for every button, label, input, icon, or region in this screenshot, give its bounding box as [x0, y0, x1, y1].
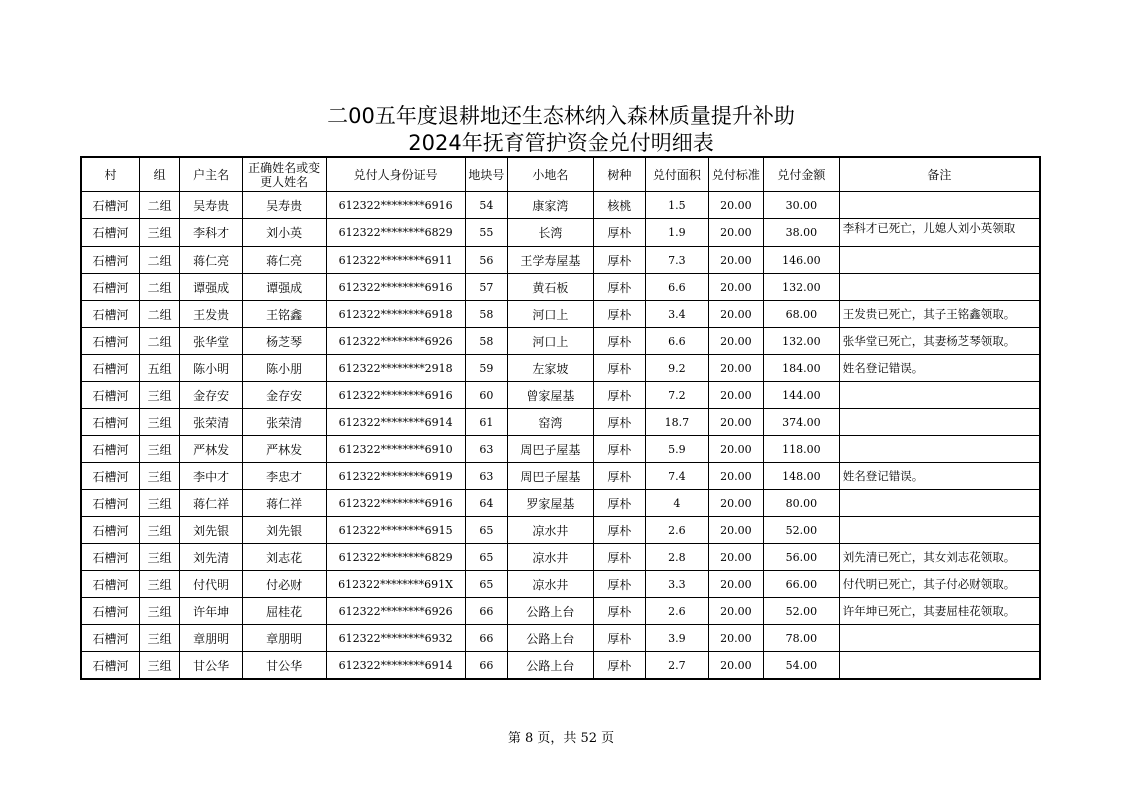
cell-owner: 章朋明: [180, 625, 243, 652]
cell-note: [839, 490, 1040, 517]
cell-owner: 张荣清: [180, 409, 243, 436]
cell-place: 凉水井: [508, 517, 594, 544]
cell-species: 厚朴: [593, 274, 645, 301]
cell-species: 厚朴: [593, 301, 645, 328]
cell-id: 612322********6915: [326, 517, 465, 544]
cell-amount: 132.00: [764, 274, 840, 301]
cell-id: 612322********6926: [326, 598, 465, 625]
cell-correct-name: 陈小朋: [242, 355, 326, 382]
cell-village: 石槽河: [81, 409, 139, 436]
cell-plot: 55: [465, 219, 507, 247]
cell-id: 612322********6916: [326, 382, 465, 409]
col-header-village: 村: [81, 157, 139, 192]
cell-plot: 66: [465, 598, 507, 625]
cell-amount: 52.00: [764, 517, 840, 544]
cell-place: 河口上: [508, 328, 594, 355]
cell-village: 石槽河: [81, 247, 139, 274]
cell-amount: 80.00: [764, 490, 840, 517]
cell-village: 石槽河: [81, 517, 139, 544]
cell-species: 厚朴: [593, 328, 645, 355]
cell-standard: 20.00: [708, 625, 763, 652]
cell-owner: 甘公华: [180, 652, 243, 680]
col-header-note: 备注: [839, 157, 1040, 192]
cell-correct-name: 金存安: [242, 382, 326, 409]
cell-species: 厚朴: [593, 382, 645, 409]
cell-amount: 146.00: [764, 247, 840, 274]
cell-village: 石槽河: [81, 652, 139, 680]
cell-place: 曾家屋基: [508, 382, 594, 409]
cell-correct-name: 蒋仁亮: [242, 247, 326, 274]
cell-note: 李科才已死亡，儿媳人刘小英领取: [839, 219, 1040, 247]
cell-group: 三组: [139, 490, 179, 517]
cell-note: 王发贵已死亡，其子王铭鑫领取。: [839, 301, 1040, 328]
cell-standard: 20.00: [708, 219, 763, 247]
cell-owner: 蒋仁祥: [180, 490, 243, 517]
cell-owner: 吴寿贵: [180, 192, 243, 219]
cell-village: 石槽河: [81, 219, 139, 247]
cell-standard: 20.00: [708, 544, 763, 571]
cell-note: [839, 382, 1040, 409]
cell-id: 612322********6829: [326, 544, 465, 571]
cell-group: 三组: [139, 517, 179, 544]
cell-amount: 148.00: [764, 463, 840, 490]
cell-correct-name: 李忠才: [242, 463, 326, 490]
cell-place: 周巴子屋基: [508, 436, 594, 463]
document-title-line2: 2024年抚育管护资金兑付明细表: [408, 131, 714, 155]
cell-place: 康家湾: [508, 192, 594, 219]
cell-place: 凉水井: [508, 544, 594, 571]
cell-group: 三组: [139, 463, 179, 490]
cell-plot: 61: [465, 409, 507, 436]
cell-owner: 陈小明: [180, 355, 243, 382]
cell-plot: 58: [465, 301, 507, 328]
cell-area: 2.7: [646, 652, 709, 680]
cell-village: 石槽河: [81, 355, 139, 382]
cell-area: 3.4: [646, 301, 709, 328]
table-row: [81, 463, 1040, 490]
cell-id: 612322********2918: [326, 355, 465, 382]
cell-village: 石槽河: [81, 274, 139, 301]
cell-note: [839, 517, 1040, 544]
cell-place: 长湾: [508, 219, 594, 247]
cell-area: 3.9: [646, 625, 709, 652]
cell-area: 1.5: [646, 192, 709, 219]
table-row: [81, 652, 1040, 680]
cell-note: [839, 247, 1040, 274]
cell-village: 石槽河: [81, 463, 139, 490]
cell-species: 厚朴: [593, 355, 645, 382]
cell-species: 厚朴: [593, 219, 645, 247]
cell-correct-name: 王铭鑫: [242, 301, 326, 328]
cell-group: 三组: [139, 382, 179, 409]
cell-amount: 118.00: [764, 436, 840, 463]
cell-group: 二组: [139, 247, 179, 274]
cell-plot: 59: [465, 355, 507, 382]
cell-amount: 38.00: [764, 219, 840, 247]
cell-correct-name: 屈桂花: [242, 598, 326, 625]
cell-species: 厚朴: [593, 490, 645, 517]
cell-note: [839, 409, 1040, 436]
cell-species: 厚朴: [593, 571, 645, 598]
table-row: [81, 571, 1040, 598]
cell-correct-name: 张荣清: [242, 409, 326, 436]
cell-correct-name: 章朋明: [242, 625, 326, 652]
cell-village: 石槽河: [81, 598, 139, 625]
cell-place: 公路上台: [508, 598, 594, 625]
cell-amount: 184.00: [764, 355, 840, 382]
cell-area: 9.2: [646, 355, 709, 382]
cell-correct-name: 严林发: [242, 436, 326, 463]
cell-species: 厚朴: [593, 247, 645, 274]
cell-correct-name: 付必财: [242, 571, 326, 598]
cell-id: 612322********6932: [326, 625, 465, 652]
cell-plot: 65: [465, 544, 507, 571]
col-header-owner: 户主名: [180, 157, 243, 192]
cell-plot: 65: [465, 517, 507, 544]
cell-amount: 66.00: [764, 571, 840, 598]
cell-standard: 20.00: [708, 274, 763, 301]
cell-standard: 20.00: [708, 328, 763, 355]
cell-group: 二组: [139, 274, 179, 301]
cell-area: 2.8: [646, 544, 709, 571]
cell-owner: 李科才: [180, 219, 243, 247]
cell-note: [839, 625, 1040, 652]
cell-group: 二组: [139, 192, 179, 219]
cell-amount: 56.00: [764, 544, 840, 571]
table-row: [81, 192, 1040, 219]
cell-village: 石槽河: [81, 192, 139, 219]
cell-place: 左家坡: [508, 355, 594, 382]
cell-area: 4: [646, 490, 709, 517]
cell-group: 二组: [139, 328, 179, 355]
cell-correct-name: 杨芝琴: [242, 328, 326, 355]
cell-id: 612322********691X: [326, 571, 465, 598]
cell-group: 三组: [139, 625, 179, 652]
table-row: [81, 436, 1040, 463]
cell-area: 7.2: [646, 382, 709, 409]
cell-village: 石槽河: [81, 301, 139, 328]
cell-amount: 144.00: [764, 382, 840, 409]
cell-species: 厚朴: [593, 544, 645, 571]
cell-place: 罗家屋基: [508, 490, 594, 517]
cell-group: 三组: [139, 598, 179, 625]
cell-amount: 30.00: [764, 192, 840, 219]
table-row: [81, 490, 1040, 517]
cell-plot: 63: [465, 463, 507, 490]
table-row: [81, 517, 1040, 544]
cell-village: 石槽河: [81, 490, 139, 517]
cell-correct-name: 蒋仁祥: [242, 490, 326, 517]
col-header-area: 兑付面积: [646, 157, 709, 192]
cell-place: 公路上台: [508, 625, 594, 652]
cell-id: 612322********6914: [326, 409, 465, 436]
document-title-line1: 二00五年度退耕地还生态林纳入森林质量提升补助: [327, 104, 795, 128]
cell-note: 姓名登记错误。: [839, 463, 1040, 490]
cell-area: 18.7: [646, 409, 709, 436]
cell-area: 3.3: [646, 571, 709, 598]
cell-area: 1.9: [646, 219, 709, 247]
cell-standard: 20.00: [708, 463, 763, 490]
cell-area: 7.4: [646, 463, 709, 490]
cell-group: 三组: [139, 409, 179, 436]
col-header-correct-name: 正确姓名或变更人姓名: [242, 157, 326, 192]
col-header-plot: 地块号: [465, 157, 507, 192]
table-row: [81, 301, 1040, 328]
cell-plot: 54: [465, 192, 507, 219]
cell-note: [839, 652, 1040, 680]
table-row: [81, 382, 1040, 409]
cell-area: 5.9: [646, 436, 709, 463]
cell-id: 612322********6916: [326, 490, 465, 517]
cell-village: 石槽河: [81, 382, 139, 409]
cell-owner: 王发贵: [180, 301, 243, 328]
table-row: [81, 247, 1040, 274]
cell-amount: 54.00: [764, 652, 840, 680]
cell-species: 厚朴: [593, 517, 645, 544]
cell-group: 三组: [139, 652, 179, 680]
cell-species: 厚朴: [593, 652, 645, 680]
cell-place: 凉水井: [508, 571, 594, 598]
cell-village: 石槽河: [81, 436, 139, 463]
cell-species: 厚朴: [593, 436, 645, 463]
cell-note: 付代明已死亡，其子付必财领取。: [839, 571, 1040, 598]
cell-owner: 许年坤: [180, 598, 243, 625]
cell-group: 三组: [139, 571, 179, 598]
cell-id: 612322********6910: [326, 436, 465, 463]
cell-standard: 20.00: [708, 517, 763, 544]
cell-id: 612322********6918: [326, 301, 465, 328]
cell-correct-name: 甘公华: [242, 652, 326, 680]
cell-place: 窑湾: [508, 409, 594, 436]
cell-area: 6.6: [646, 328, 709, 355]
col-header-standard: 兑付标准: [708, 157, 763, 192]
table-row: [81, 598, 1040, 625]
col-header-id: 兑付人身份证号: [326, 157, 465, 192]
cell-correct-name: 谭强成: [242, 274, 326, 301]
cell-species: 厚朴: [593, 625, 645, 652]
cell-area: 2.6: [646, 598, 709, 625]
cell-plot: 58: [465, 328, 507, 355]
cell-village: 石槽河: [81, 544, 139, 571]
table-row: [81, 274, 1040, 301]
cell-note: 姓名登记错误。: [839, 355, 1040, 382]
table-row: [81, 328, 1040, 355]
cell-note: 刘先清已死亡，其女刘志花领取。: [839, 544, 1040, 571]
cell-standard: 20.00: [708, 490, 763, 517]
cell-id: 612322********6916: [326, 192, 465, 219]
cell-species: 厚朴: [593, 598, 645, 625]
payment-table: [80, 156, 1041, 680]
cell-group: 三组: [139, 436, 179, 463]
cell-plot: 63: [465, 436, 507, 463]
cell-owner: 李中才: [180, 463, 243, 490]
cell-species: 核桃: [593, 192, 645, 219]
table-row: [81, 625, 1040, 652]
cell-plot: 56: [465, 247, 507, 274]
table-row: [81, 219, 1040, 247]
cell-standard: 20.00: [708, 598, 763, 625]
cell-note: [839, 192, 1040, 219]
cell-plot: 57: [465, 274, 507, 301]
table-row: [81, 544, 1040, 571]
cell-place: 河口上: [508, 301, 594, 328]
cell-owner: 张华堂: [180, 328, 243, 355]
cell-area: 7.3: [646, 247, 709, 274]
cell-note: [839, 274, 1040, 301]
cell-id: 612322********6919: [326, 463, 465, 490]
cell-village: 石槽河: [81, 571, 139, 598]
cell-standard: 20.00: [708, 355, 763, 382]
cell-plot: 66: [465, 652, 507, 680]
cell-amount: 374.00: [764, 409, 840, 436]
cell-species: 厚朴: [593, 463, 645, 490]
cell-standard: 20.00: [708, 409, 763, 436]
cell-id: 612322********6914: [326, 652, 465, 680]
cell-place: 黄石板: [508, 274, 594, 301]
col-header-place: 小地名: [508, 157, 594, 192]
cell-standard: 20.00: [708, 382, 763, 409]
col-header-species: 树种: [593, 157, 645, 192]
cell-standard: 20.00: [708, 571, 763, 598]
cell-area: 6.6: [646, 274, 709, 301]
cell-id: 612322********6829: [326, 219, 465, 247]
cell-note: 张华堂已死亡，其妻杨芝琴领取。: [839, 328, 1040, 355]
cell-standard: 20.00: [708, 652, 763, 680]
cell-plot: 64: [465, 490, 507, 517]
cell-owner: 金存安: [180, 382, 243, 409]
cell-area: 2.6: [646, 517, 709, 544]
cell-village: 石槽河: [81, 328, 139, 355]
cell-note: [839, 436, 1040, 463]
cell-species: 厚朴: [593, 409, 645, 436]
cell-id: 612322********6916: [326, 274, 465, 301]
cell-correct-name: 刘小英: [242, 219, 326, 247]
cell-group: 五组: [139, 355, 179, 382]
cell-place: 周巴子屋基: [508, 463, 594, 490]
cell-place: 王学寿屋基: [508, 247, 594, 274]
cell-correct-name: 吴寿贵: [242, 192, 326, 219]
cell-group: 三组: [139, 219, 179, 247]
cell-owner: 蒋仁亮: [180, 247, 243, 274]
cell-standard: 20.00: [708, 436, 763, 463]
cell-amount: 132.00: [764, 328, 840, 355]
cell-correct-name: 刘先银: [242, 517, 326, 544]
cell-plot: 65: [465, 571, 507, 598]
cell-owner: 付代明: [180, 571, 243, 598]
cell-owner: 谭强成: [180, 274, 243, 301]
page-footer: 第 8 页，共 52 页: [507, 731, 615, 746]
cell-amount: 68.00: [764, 301, 840, 328]
cell-note: 许年坤已死亡，其妻屈桂花领取。: [839, 598, 1040, 625]
cell-place: 公路上台: [508, 652, 594, 680]
cell-correct-name: 刘志花: [242, 544, 326, 571]
cell-standard: 20.00: [708, 192, 763, 219]
cell-owner: 严林发: [180, 436, 243, 463]
cell-amount: 78.00: [764, 625, 840, 652]
table-row: [81, 355, 1040, 382]
table-header-row: [81, 157, 1040, 192]
cell-group: 二组: [139, 301, 179, 328]
cell-amount: 52.00: [764, 598, 840, 625]
cell-standard: 20.00: [708, 301, 763, 328]
cell-plot: 60: [465, 382, 507, 409]
col-header-amount: 兑付金额: [764, 157, 840, 192]
cell-group: 三组: [139, 544, 179, 571]
cell-id: 612322********6926: [326, 328, 465, 355]
table-row: [81, 409, 1040, 436]
cell-standard: 20.00: [708, 247, 763, 274]
cell-owner: 刘先清: [180, 544, 243, 571]
cell-id: 612322********6911: [326, 247, 465, 274]
cell-plot: 66: [465, 625, 507, 652]
col-header-group: 组: [139, 157, 179, 192]
cell-owner: 刘先银: [180, 517, 243, 544]
cell-village: 石槽河: [81, 625, 139, 652]
